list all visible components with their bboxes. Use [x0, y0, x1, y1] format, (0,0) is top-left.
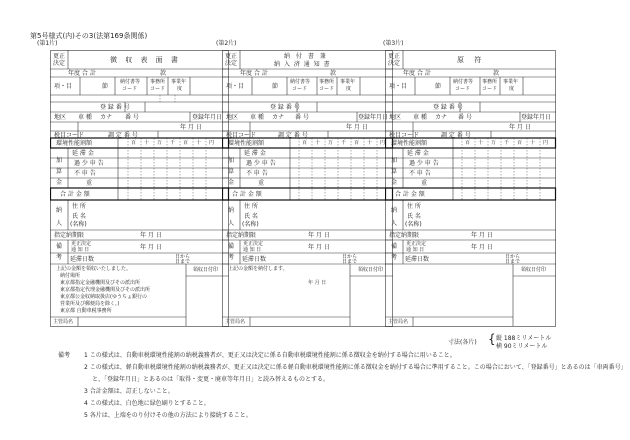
- payer-side-2: 人: [56, 220, 63, 227]
- receipt-line-3: 東京都指定金融機関及びその派出所: [60, 280, 141, 286]
- decision-label: 決定: [388, 60, 401, 67]
- digit-ten-million: 十: [144, 140, 150, 146]
- item-label: 項・目: [389, 83, 408, 90]
- late-days-label: 延滞日数: [70, 256, 95, 263]
- address-label: 住 所: [244, 203, 258, 210]
- penalty-side-3: 金: [228, 179, 235, 186]
- name-label: 氏 名: [244, 213, 258, 220]
- penalty-side-2: 算: [391, 168, 398, 175]
- penalty-side-2: 算: [56, 168, 63, 175]
- digit-hundred-million: 百: [302, 140, 308, 146]
- digit-thousand: 千: [504, 140, 510, 146]
- size-note-prefix: 寸法(各片): [448, 339, 477, 346]
- digit-ten: 十: [367, 140, 373, 146]
- stamp-label: 領収日付印: [521, 267, 547, 273]
- due-date-ymd: 年 月 日: [308, 232, 330, 239]
- decision-ymd: 年 月 日: [140, 244, 162, 251]
- penalty-side-1: 加: [391, 157, 398, 164]
- late-days-label: 延滞日数: [405, 256, 430, 263]
- section-label: 節: [272, 83, 279, 90]
- account-label: 款: [330, 70, 337, 77]
- account-label: 款: [493, 70, 500, 77]
- receipt-date: 年 月 日: [308, 280, 327, 286]
- office-code-label: 事務所: [150, 79, 166, 85]
- digit-ten: 十: [530, 140, 536, 146]
- office-code-label: 事務所: [319, 79, 335, 85]
- tax-year-label-2: 度: [509, 86, 515, 92]
- penalty-side-2: 算: [228, 168, 235, 175]
- note-2-cont: と、「登録年月日」とあるのは「取得・変更・廃車等年月日」と読み替えるものとする。: [92, 376, 330, 383]
- kana-label: カナ: [100, 114, 113, 121]
- decision-label-bottom: 通 知 日: [243, 247, 262, 253]
- number-label: 番 号: [458, 114, 472, 121]
- remarks-side-2: 考: [391, 254, 398, 261]
- digit-hundred-million: 百: [465, 140, 471, 146]
- assess-no-label: 調 定 番 号: [278, 132, 308, 139]
- late-days-label: 延滞日数: [242, 256, 267, 263]
- digit-yen: 円: [543, 140, 549, 146]
- manager-label: 主管局名: [225, 319, 246, 325]
- org-code-label-2: コード: [122, 86, 138, 92]
- digit-ten-thousand: 万: [491, 140, 497, 146]
- org-code-label: 納付書等: [453, 79, 474, 85]
- kana-label: カナ: [272, 114, 285, 121]
- tax-code-label: 税目コード: [54, 132, 85, 139]
- org-code-label-2: コード: [292, 86, 308, 92]
- correction-label: 更正: [53, 53, 66, 60]
- tax-year-label-2: 度: [177, 86, 183, 92]
- name-label: 氏 名: [72, 213, 86, 220]
- tax-code-label: 税目コード: [226, 132, 257, 139]
- digit-ten-thousand: 万: [328, 140, 334, 146]
- from-label: 日から: [505, 254, 521, 260]
- item-label: 項・目: [54, 83, 73, 90]
- payer-side-2: 人: [391, 220, 398, 227]
- decision-label: 決定: [225, 60, 238, 67]
- penalty-side-3: 金: [56, 179, 63, 186]
- tax-year-label: 事業年: [340, 79, 356, 85]
- digit-ten-million: 十: [478, 140, 484, 146]
- account-label: 款: [160, 70, 167, 77]
- payer-side-1: 納: [56, 207, 63, 214]
- payer-side-1: 納: [391, 207, 398, 214]
- year-total-label: 年度 合 計: [403, 70, 431, 77]
- due-date-label: 指定納期限: [389, 232, 420, 239]
- sheet-3-label: (第3片): [383, 40, 404, 47]
- due-date-label: 指定納期限: [226, 232, 257, 239]
- org-code-label-2: コード: [455, 86, 471, 92]
- assess-no-label: 調 定 番 号: [441, 132, 471, 139]
- late-fee-label: 延 滞 金: [244, 150, 266, 157]
- decision-label-bottom: 通 知 日: [71, 247, 90, 253]
- org-code-label: 納付書等: [290, 79, 311, 85]
- from-label: 日から: [175, 254, 191, 260]
- remarks-side-1: 備: [391, 243, 398, 250]
- size-note-brace: {: [488, 332, 496, 346]
- nonreport-label: 不 申 告: [409, 170, 431, 177]
- size-note-height: 縦 188ミリメートル: [496, 335, 552, 342]
- penalty-side-3: 金: [391, 179, 398, 186]
- due-date-ymd: 年 月 日: [140, 232, 162, 239]
- remarks-side-2: 考: [56, 254, 63, 261]
- digit-hundred: 百: [354, 140, 360, 146]
- heavy-label: 重: [258, 180, 265, 187]
- tax-base-label: 環境性能割額: [228, 140, 265, 147]
- address-label: 住 所: [407, 203, 421, 210]
- note-2: 2 この様式は、軽自動車税環境性能割の納税義務者が、更正又は決定に係る軽自動車税環境性能割に係る徴収金を納付する場合に準用すること。この場合において、「登録番号」とあるのは「車両番号」: [84, 364, 627, 371]
- number-label: 番 号: [295, 114, 309, 121]
- reg-date-label: 登録年月日: [358, 114, 389, 121]
- name-sub-label: (名称): [242, 221, 259, 228]
- section-label: 節: [435, 83, 442, 90]
- underreport-label: 過 少 申 告: [74, 160, 104, 167]
- decision-label: 決定: [53, 60, 66, 67]
- decision-label-top: 更正決定: [71, 241, 92, 247]
- item-label: 項・目: [226, 83, 245, 90]
- digit-thousand: 千: [341, 140, 347, 146]
- heavy-label: 重: [421, 180, 428, 187]
- kana-label: カナ: [435, 114, 448, 121]
- tax-code-label: 税目コード: [389, 132, 420, 139]
- vehicle-label: 車 種: [250, 114, 264, 121]
- sheet-title-line-1: 納 付 書 兼: [284, 53, 328, 60]
- stamp-label: 領収日付印: [358, 267, 384, 273]
- assess-no-label: 調 定 番 号: [108, 132, 138, 139]
- due-date-ymd: 年 月 日: [471, 232, 493, 239]
- payer-side-1: 納: [228, 207, 235, 214]
- manager-label: 主管局名: [388, 319, 409, 325]
- name-label: 氏 名: [407, 213, 421, 220]
- underreport-label: 過 少 申 告: [246, 160, 276, 167]
- digit-thousand: 千: [170, 140, 176, 146]
- penalty-side-1: 加: [228, 157, 235, 164]
- stamp-label: 領収日付印: [193, 267, 219, 273]
- late-fee-label: 延 滞 金: [407, 150, 429, 157]
- digit-yen: 円: [209, 140, 215, 146]
- office-code-label: 事務所: [482, 79, 498, 85]
- reg-date-ymd: 年 月 日: [180, 124, 202, 131]
- name-sub-label: (名称): [70, 221, 87, 228]
- district-label: 地区: [54, 114, 67, 121]
- name-sub-label: (名称): [405, 221, 422, 228]
- office-code-label-2: コード: [482, 86, 498, 92]
- to-label: 日まで: [342, 259, 358, 265]
- size-note-width: 横 90ミリメートル: [496, 343, 548, 350]
- reg-date-ymd: 年 月 日: [346, 124, 368, 131]
- office-code-label-2: コード: [319, 86, 335, 92]
- nonreport-label: 不 申 告: [246, 170, 268, 177]
- sheet-title: 徴 収 表 面 書: [110, 56, 181, 64]
- notes-heading: 備考: [58, 352, 71, 359]
- tax-year-label: 事業年: [171, 79, 187, 85]
- vehicle-label: 車 種: [78, 114, 92, 121]
- digit-hundred: 百: [183, 140, 189, 146]
- note-4: 4 この様式は、白色地に緑色刷りとすること。: [84, 400, 210, 407]
- org-code-label: 納付書等: [120, 79, 141, 85]
- digit-ten-thousand: 万: [157, 140, 163, 146]
- note-3: 3 合計金額は、訂正しないこと。: [84, 388, 174, 395]
- digit-ten: 十: [196, 140, 202, 146]
- correction-label: 更正: [388, 53, 401, 60]
- reg-date-ymd: 年 月 日: [509, 124, 531, 131]
- to-label: 日まで: [505, 259, 521, 265]
- tax-year-label-2: 度: [346, 86, 352, 92]
- sheet-3: [385, 50, 565, 328]
- late-fee-label: 延 滞 金: [72, 150, 94, 157]
- remarks-side-2: 考: [228, 254, 235, 261]
- sheet-title-line-2: 納 入 済 通 知 書: [274, 61, 331, 68]
- district-label: 地区: [226, 114, 239, 121]
- page-title: 第5号様式(内)その3(法第169条関係): [30, 32, 148, 40]
- correction-label: 更正: [225, 53, 238, 60]
- total-label: 合 計 金 額: [232, 191, 262, 198]
- office-code-label-2: コード: [150, 86, 166, 92]
- receipt-line-1: 上記の金額を納付します。: [228, 266, 288, 272]
- decision-ymd: 年 月 日: [471, 244, 493, 251]
- receipt-line-6: 営業所及び郵便局を除く。): [60, 301, 120, 307]
- payer-side-2: 人: [228, 220, 235, 227]
- decision-label-top: 更正決定: [243, 241, 264, 247]
- sheet-title: 原 符: [457, 56, 486, 64]
- reg-no-label: 登 録 番 号: [433, 104, 463, 111]
- reg-no-label: 登 録 番 号: [270, 104, 300, 111]
- receipt-line-4: 東京都指定代理金融機関及びその派出所: [60, 287, 151, 293]
- from-label: 日から: [342, 254, 358, 260]
- receipt-line-2: 納付場所: [60, 273, 81, 279]
- digit-hundred-million: 百: [131, 140, 137, 146]
- nonreport-label: 不 申 告: [74, 170, 96, 177]
- decision-ymd: 年 月 日: [308, 244, 330, 251]
- sheet-2: [222, 50, 402, 328]
- note-5: 5 各片は、上端をのり付けその他の方法により接続すること。: [84, 412, 252, 419]
- penalty-side-1: 加: [56, 157, 63, 164]
- sheet-2-label: (第2片): [216, 40, 237, 47]
- decision-label-bottom: 通 知 日: [406, 247, 425, 253]
- district-label: 地区: [389, 114, 402, 121]
- manager-label: 主管局名: [53, 319, 74, 325]
- section-label: 節: [102, 83, 109, 90]
- to-label: 日まで: [175, 259, 191, 265]
- reg-date-label: 登録年月日: [521, 114, 552, 121]
- year-total-label: 年度 合 計: [240, 70, 268, 77]
- reg-date-label: 登録年月日: [192, 114, 223, 121]
- sheet-2-grid: [222, 50, 402, 328]
- number-label: 番 号: [125, 114, 139, 121]
- digit-ten-million: 十: [315, 140, 321, 146]
- digit-yen: 円: [380, 140, 386, 146]
- sheet-1: [50, 50, 230, 328]
- sheet-1-label: (第1片): [37, 40, 58, 47]
- tax-base-label: 環境性能割額: [56, 140, 93, 147]
- total-label: 合 計 金 額: [395, 191, 425, 198]
- vehicle-label: 車 種: [413, 114, 427, 121]
- tax-year-label: 事業年: [503, 79, 519, 85]
- receipt-line-7: 東京都 自動車税事務所: [60, 308, 112, 314]
- underreport-label: 過 少 申 告: [409, 160, 439, 167]
- digit-hundred: 百: [517, 140, 523, 146]
- due-date-label: 指定納期限: [54, 232, 85, 239]
- year-total-label: 年度 合 計: [68, 70, 96, 77]
- heavy-label: 重: [86, 180, 93, 187]
- decision-label-top: 更正決定: [406, 241, 427, 247]
- total-label: 合 計 金 額: [60, 191, 90, 198]
- note-1: 1 この様式は、自動車税環境性能割の納税義務者が、更正又は決定に係る自動車税環境性能割に係る徴収金を納付する場合に用いること。: [84, 352, 456, 359]
- receipt-line-1: 上記の金額を領収いたしました。: [56, 266, 132, 272]
- receipt-line-5: 東京都公金収納取扱店(ゆうちょ銀行の: [60, 294, 147, 300]
- remarks-side-1: 備: [56, 243, 63, 250]
- remarks-side-1: 備: [228, 243, 235, 250]
- address-label: 住 所: [72, 203, 86, 210]
- tax-base-label: 環境性能割額: [391, 140, 428, 147]
- reg-no-label: 登 録 番 号: [100, 104, 130, 111]
- sheet-3-grid: [385, 50, 565, 328]
